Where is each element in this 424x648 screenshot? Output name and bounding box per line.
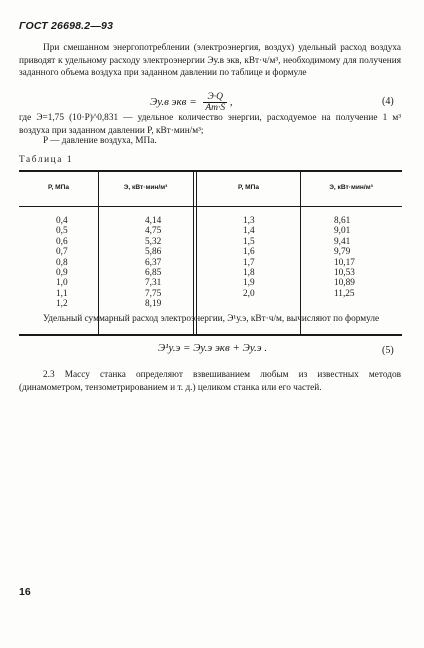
table-cell: 5,86 (145, 247, 162, 258)
formula-4-suffix: , (229, 96, 233, 109)
table-divider-2b (196, 172, 197, 334)
table-cell: 9,01 (334, 226, 351, 237)
paragraph-where: где Э=1,75 (10·P)^0,831 — удельное количество энергии, расходуемое на получение 1 м³ воздуха при заданном давлении P, кВт·мин/м³; (19, 113, 401, 136)
table-column-energy-1 (145, 216, 161, 310)
document-header: ГОСТ 26698.2—93 (19, 20, 114, 32)
table-caption: Таблица 1 (19, 155, 74, 165)
table-column-pressure-1 (56, 216, 68, 310)
table-cell: 1,0 (56, 278, 68, 289)
table-divider-1 (98, 172, 99, 334)
page-number: 16 (19, 586, 31, 598)
table-cell: 8,61 (334, 216, 351, 226)
table-cell: 2,0 (243, 288, 255, 299)
table-cell: 0,6 (56, 236, 68, 247)
table-cell: 0,4 (56, 216, 68, 226)
table-cell: 4,14 (145, 216, 162, 226)
table-divider-3 (300, 172, 301, 334)
table-divider-2a (193, 172, 194, 334)
table-column-energy-2 (334, 216, 355, 299)
table-cell: 0,7 (56, 247, 68, 258)
formula-5-number: (5) (382, 345, 394, 356)
table-cell: 1,4 (243, 226, 255, 237)
table-cell: 4,75 (145, 226, 162, 237)
formula-4-lhs: Эу.в экв = (150, 96, 197, 109)
table-cell: 1,3 (243, 216, 255, 226)
table-cell: 0,8 (56, 257, 68, 268)
paragraph-mixed-energy: При смешанном энергопотреблении (электроэнергия, воздух) удельный расход воздуха приводят к удельному расходу электроэнергии Эу.в экв, кВт·ч/м³, необходимому для получения заданного объема воздуха при заданном давлении по таблице и формуле (19, 43, 401, 79)
table-cell: 5,32 (145, 236, 162, 247)
table-cell: 1,6 (243, 247, 255, 258)
formula-4 (150, 92, 233, 113)
paragraph-total-consumption: Удельный суммарный расход электроэнергии, Э¹у.э, кВт·ч/м, вычисляют по формуле (43, 314, 380, 324)
table-cell: 8,19 (145, 299, 162, 310)
table-1 (19, 170, 402, 336)
table-header-p-2: P, МПа (237, 184, 260, 191)
table-cell: 6,85 (145, 268, 162, 279)
table-cell: 7,75 (145, 288, 162, 299)
table-cell: 1,8 (243, 268, 255, 279)
table-cell: 1,5 (243, 236, 255, 247)
table-cell: 0,9 (56, 268, 68, 279)
table-cell: 1,9 (243, 278, 255, 289)
table-header-p-1: P, МПа (47, 184, 70, 191)
paragraph-pressure: P — давление воздуха, МПа. (43, 136, 157, 146)
table-header-e-1: Э, кВт·мин/м³ (123, 184, 168, 191)
table-cell: 11,25 (334, 288, 355, 299)
table-column-pressure-2 (243, 216, 255, 299)
table-cell: 0,5 (56, 226, 68, 237)
table-cell: 6,37 (145, 257, 162, 268)
formula-5: Э¹у.э = Эу.э экв + Эу.э . (158, 342, 268, 354)
table-cell: 1,2 (56, 299, 68, 310)
paragraph-section-2-3: 2.3 Массу станка определяют взвешиванием любым из известных методов (динамометром, тензометрированием и т. д.) целиком станка или его частей. (19, 370, 401, 393)
table-cell: 10,17 (334, 257, 355, 268)
formula-4-numerator: Э·Q (203, 92, 227, 103)
table-cell: 10,53 (334, 268, 355, 279)
formula-4-number: (4) (382, 96, 394, 107)
formula-4-fraction (203, 92, 227, 113)
table-cell: 1,1 (56, 288, 68, 299)
table-header-e-2: Э, кВт·мин/м³ (329, 184, 373, 191)
table-cell: 7,31 (145, 278, 162, 289)
table-cell: 9,79 (334, 247, 351, 258)
table-header-rule (19, 206, 402, 207)
formula-4-denominator: Ат·S (205, 103, 226, 113)
table-cell: 10,89 (334, 278, 355, 289)
table-cell: 9,41 (334, 236, 351, 247)
table-cell: 1,7 (243, 257, 255, 268)
